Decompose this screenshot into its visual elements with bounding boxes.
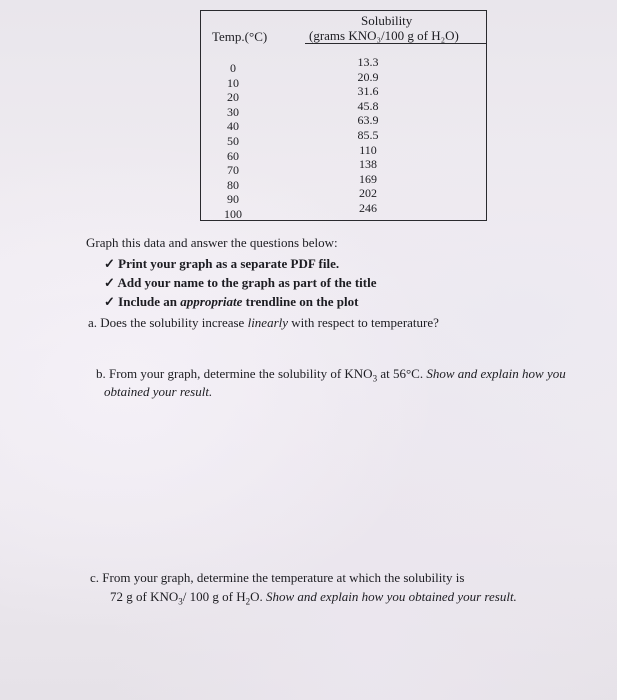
check-icon: ✓ <box>104 275 115 290</box>
solubility-cell: 246 <box>359 200 377 215</box>
temp-cell: 0 <box>230 61 236 75</box>
solubility-cell: 138 <box>359 157 377 172</box>
instruction-trendline: ✓ Include an appropriate trendline on the plot <box>104 294 359 309</box>
solubility-units-header: (grams KNO₃/100 g of H₂O) <box>309 28 459 43</box>
temp-cell: 40 <box>227 119 239 134</box>
temp-header: Temp.(°C) <box>212 29 268 44</box>
solubility-cell: 110 <box>359 142 377 157</box>
temp-cell: 50 <box>227 133 239 148</box>
solubility-cell: 45.8 <box>357 98 379 113</box>
question-c: c. From your graph, determine the temperature at which the solubility is <box>90 570 465 585</box>
solubility-table <box>200 10 487 221</box>
intro-text: Graph this data and answer the questions below: <box>86 235 338 250</box>
instruction-print: ✓ Print your graph as a separate PDF file. <box>104 256 340 271</box>
question-b: b. From your graph, determine the solubility of $KNO_3$ at 56°C. Show and explain how you <box>96 366 566 384</box>
solubility-cell: 169 <box>359 171 377 186</box>
temp-cell: 60 <box>227 148 239 163</box>
solubility-cell: 63.9 <box>357 113 379 128</box>
solubility-cell: 202 <box>359 186 377 201</box>
temp-cell: 70 <box>227 163 239 178</box>
solubility-cell: 85.5 <box>357 127 379 142</box>
header-divider <box>305 43 487 44</box>
instruction-name: ✓ Add your name to the graph as part of the title <box>104 275 377 290</box>
temp-cell: 100 <box>224 206 242 221</box>
temp-cell: 10 <box>227 75 239 90</box>
solubility-header: Solubility <box>361 13 413 28</box>
temp-column <box>223 61 243 222</box>
solubility-cell: 13.3 <box>357 55 379 69</box>
temp-cell: 30 <box>227 104 239 119</box>
check-icon: ✓ <box>104 294 115 309</box>
temp-cell: 20 <box>227 90 239 105</box>
solubility-cell: 31.6 <box>357 84 379 99</box>
temp-cell: 90 <box>227 192 239 207</box>
question-a: a. Does the solubility increase linearly with respect to temperature? <box>88 315 439 330</box>
solubility-cell: 20.9 <box>357 69 379 84</box>
check-icon: ✓ <box>104 256 115 271</box>
temp-cell: 80 <box>227 177 239 192</box>
question-c-cont: 72 g of $KNO_3/$ 100 g of $H_2O$. Show and explain how you obtained your result. <box>110 589 517 607</box>
solubility-column <box>355 55 381 216</box>
question-b-cont: obtained your result. <box>104 384 213 399</box>
